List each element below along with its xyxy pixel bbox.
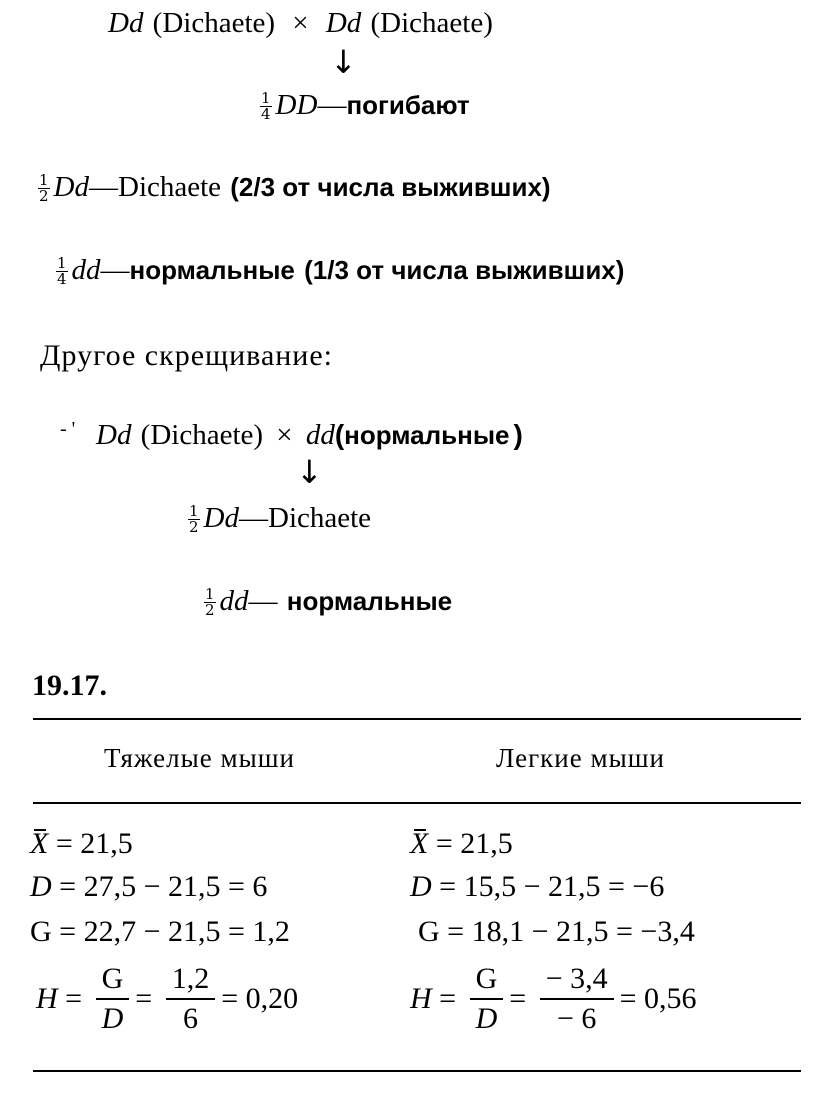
fraction-g-over-d: $\frac{G}{D}$ (470, 962, 504, 1036)
dash: — (100, 254, 130, 286)
cross1-parent1-name: (Dichaete) (152, 7, 276, 39)
light-mean-row (410, 826, 513, 862)
table-bottom-rule (33, 1070, 801, 1072)
genotype: Dd (53, 171, 89, 203)
dash: — (317, 89, 347, 121)
value: = 21,5 (435, 827, 513, 860)
table-header-rule (33, 802, 801, 804)
note-text: (2/3 от числа выживших) (230, 172, 551, 202)
value: = 15,5 − 21,5 = −6 (439, 870, 665, 903)
light-d-row (410, 869, 664, 905)
cross2-arrow-down-icon: ↓ (296, 453, 323, 491)
fraction: $\frac{1}{4}$ (57, 253, 67, 288)
cross1-parents (108, 4, 493, 41)
phenotype-name: Dichaete (118, 171, 222, 203)
cross2-parent1-genotype: Dd (96, 419, 132, 451)
fraction: $\frac{1}{4}$ (261, 88, 271, 123)
cross2-paren-open: ( (334, 419, 345, 450)
cross1-offspring-normal (56, 251, 624, 288)
heavy-d-row (30, 869, 267, 905)
heavy-h-row (36, 962, 298, 1036)
d-symbol: D (410, 870, 432, 903)
heavy-g-row (30, 914, 290, 950)
dash: — (89, 171, 118, 203)
light-g-row (418, 914, 695, 950)
header-light-mice: Легкие мыши (496, 743, 665, 773)
genotype: dd (219, 585, 249, 617)
fraction-values: $\frac{- 3,4}{- 6}$ (540, 962, 614, 1036)
cross2-parents (96, 416, 523, 453)
cross1-parent2-name: (Dichaete) (370, 7, 493, 39)
value: = 27,5 − 21,5 = 6 (59, 870, 268, 903)
result-text: нормальные (129, 255, 295, 285)
fraction-values: $\frac{1,2}{6}$ (166, 962, 216, 1036)
h-symbol: H (410, 982, 432, 1015)
value: = 18,1 − 21,5 = −3,4 (447, 915, 695, 948)
cross2-offspring-dichaete (188, 499, 371, 536)
dash: — (239, 502, 268, 534)
d-symbol: D (30, 870, 52, 903)
light-h-row (410, 962, 697, 1036)
problem-number: 19.17. (32, 669, 107, 702)
result-text: нормальные (286, 586, 453, 616)
heavy-mean-row (30, 826, 133, 862)
equals: = (509, 982, 527, 1015)
h-symbol: H (36, 982, 58, 1015)
cross1-parent2-genotype: Dd (325, 7, 362, 39)
cross2-parent2-name: нормальные (344, 420, 510, 450)
fraction: $\frac{1}{2}$ (205, 584, 215, 619)
cross2-parent1-name: (Dichaete) (140, 419, 264, 451)
cross2-paren-close: ) (513, 419, 523, 450)
g-symbol: G (30, 915, 52, 948)
cross1-offspring-dichaete (38, 168, 551, 205)
phenotype-name: Dichaete (268, 502, 372, 534)
cross2-offspring-normal (204, 582, 452, 619)
equals: = (65, 982, 83, 1015)
result: = 0,20 (221, 982, 299, 1015)
xbar-symbol: X (30, 827, 49, 860)
cross2-heading: Другое скрещивание: (40, 339, 334, 372)
dash: — (248, 585, 278, 617)
cross1-arrow-down-icon: ↓ (330, 43, 357, 81)
fraction: $\frac{1}{2}$ (39, 170, 49, 205)
note-text: (1/3 от числа выживших) (304, 255, 625, 285)
genotype: Dd (203, 502, 239, 534)
genotype: dd (71, 254, 101, 286)
genotype: DD (275, 89, 318, 121)
result-text: погибают (346, 90, 470, 120)
equals: = (135, 982, 153, 1015)
equals: = (439, 982, 457, 1015)
cross2-parent2-genotype: dd (305, 419, 335, 451)
value: = 21,5 (55, 827, 133, 860)
value: = 22,7 − 21,5 = 1,2 (59, 915, 290, 948)
result: = 0,56 (619, 982, 697, 1015)
table-top-rule (33, 718, 801, 720)
fraction: $\frac{1}{2}$ (189, 501, 199, 536)
cross1-offspring-dd-lethal (260, 86, 470, 123)
scan-speck: - ' (60, 418, 76, 440)
cross1-parent1-genotype: Dd (108, 7, 144, 39)
header-heavy-mice: Тяжелые мыши (104, 743, 295, 773)
cross2-times: × (276, 419, 293, 451)
g-symbol: G (418, 915, 440, 948)
xbar-symbol: X (410, 827, 429, 860)
cross1-times: × (292, 7, 309, 39)
fraction-g-over-d: $\frac{G}{D}$ (96, 962, 130, 1036)
